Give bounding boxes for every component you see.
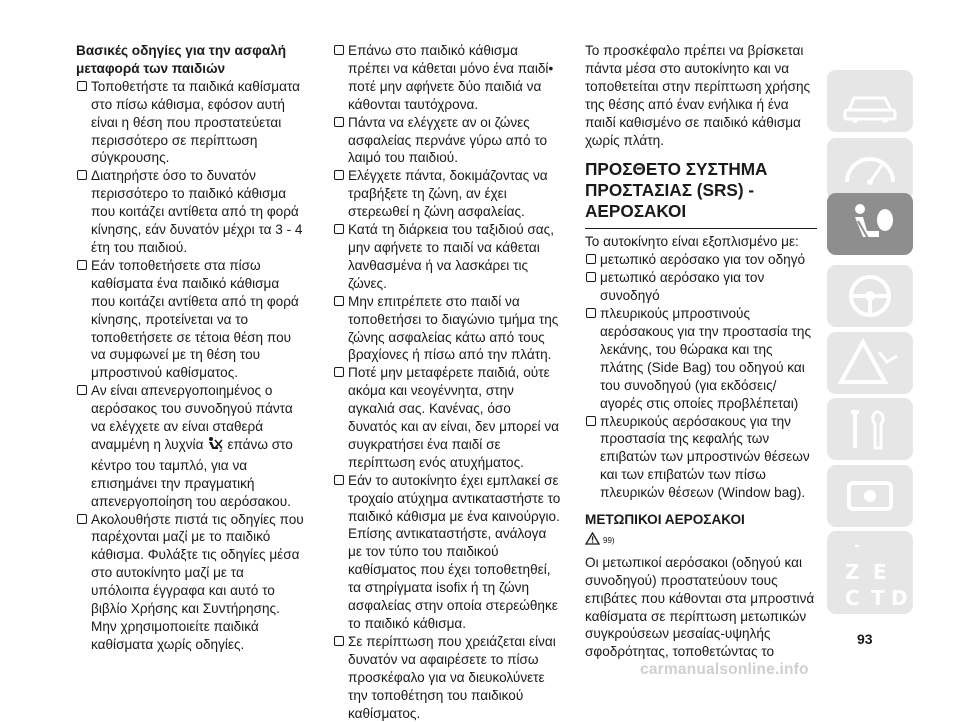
list-item: μετωπικό αερόσακο για τον συνοδηγό bbox=[585, 269, 817, 305]
list-item: πλευρικούς μπροστινούς αερόσακους για την προστασία της λεκάνης, του θώρακα και της πλάτης (Side Bag) του οδηγού και του συνοδηγού (για εκδόσεις/αγορές στις οποίες προβλέπεται) bbox=[585, 305, 817, 412]
list-item: Εάν το αυτοκίνητο έχει εμπλακεί σε τροχαίο ατύχημα αντικαταστήστε το παιδικό κάθισμα με ένα καινούργιο. Επίσης αντικαταστήστε, ανάλογα με τον τύπο του παιδικού καθίσματος που έχει τοποθετηθεί, τα στηρίγματα isofix ή τη ζώνη ασφαλείας στην οποία στερεώθηκε το παιδικό κάθισμα. bbox=[333, 472, 563, 633]
chapter-tab-maintenance[interactable] bbox=[827, 398, 913, 460]
column-2 bbox=[333, 42, 563, 722]
warning-reference-number: 99) bbox=[603, 535, 615, 545]
checkbox-bullet-icon bbox=[77, 260, 87, 270]
warning-triangle-crash-icon bbox=[827, 332, 913, 394]
chapter-tab-service[interactable] bbox=[827, 465, 913, 527]
checkbox-bullet-icon bbox=[334, 367, 344, 377]
checkbox-bullet-icon bbox=[77, 81, 87, 91]
svg-text:D: D bbox=[891, 586, 908, 610]
dashboard-gauge-icon bbox=[827, 138, 913, 200]
svg-text:Z: Z bbox=[845, 560, 860, 584]
checkbox-bullet-icon bbox=[77, 514, 87, 524]
paragraph: Το προσκέφαλο πρέπει να βρίσκεται πάντα μέσα στο αυτοκίνητο και να τοποθετείται στην περίπτωση χρήσης της θέσης από έναν ενήλικα ή ένα παιδί καθισμένο σε παιδικό κάθισμα χωρίς πλάτη. bbox=[585, 43, 811, 148]
column-1 bbox=[76, 42, 304, 654]
subsection-title-front-airbags: ΜΕΤΩΠΙΚΟΙ ΑΕΡΟΣΑΚΟΙ bbox=[585, 512, 745, 528]
list-item: Κατά τη διάρκεια του ταξιδιού σας, μην αφήνετε το παιδί να κάθεται λανθασμένα ή να λασκάρει τις ζώνες. bbox=[333, 221, 563, 293]
svg-text:C: C bbox=[845, 586, 860, 610]
column-3 bbox=[585, 42, 817, 661]
checkbox-bullet-icon bbox=[334, 170, 344, 180]
chapter-tab-starting-driving[interactable] bbox=[827, 265, 913, 327]
chapter-tab-dashboard[interactable] bbox=[827, 138, 913, 200]
svg-text:E: E bbox=[873, 560, 887, 584]
section-title-child-safety: Βασικές οδηγίες για την ασφαλή μεταφορά των παιδιών bbox=[76, 43, 287, 76]
service-settings-icon bbox=[827, 465, 913, 527]
list-item: Τοποθετήστε τα παιδικά καθίσματα στο πίσω κάθισμα, εφόσον αυτή είναι η θέση που προστατεύεται περισσότερο σε περίπτωση σύγκρουσης. bbox=[76, 78, 304, 168]
checkbox-bullet-icon bbox=[77, 385, 87, 395]
list-item: Ποτέ μην μεταφέρετε παιδιά, ούτε ακόμα και νεογέννητα, στην αγκαλιά σας. Κανένας, όσο δυνατός και αν είναι, δεν μπορεί να συγκρατήσει ένα παιδί σε περίπτωση ενός ατυχήματος. bbox=[333, 364, 563, 471]
chapter-tab-safety[interactable] bbox=[827, 193, 913, 255]
checkbox-bullet-icon bbox=[586, 254, 596, 264]
paragraph: Οι μετωπικοί αερόσακοι (οδηγού και συνοδηγού) προστατεύουν τους επιβάτες που κάθονται στα μπροστινά καθίσματα σε περίπτωση μετωπικών συγκρούσεων μεσαίας-υψηλής σφοδρότητας, τοποθετώντας το bbox=[585, 554, 815, 660]
checkbox-bullet-icon bbox=[334, 475, 344, 485]
watermark: carmanualsonline.info bbox=[640, 661, 809, 678]
checkbox-bullet-icon bbox=[334, 224, 344, 234]
seated-airbag-safety-icon bbox=[827, 193, 913, 255]
checkbox-bullet-icon bbox=[334, 117, 344, 127]
warning-reference bbox=[585, 532, 817, 550]
page-number: 93 bbox=[857, 631, 873, 647]
chapter-tab-emergency[interactable] bbox=[827, 332, 913, 394]
warning-triangle-icon bbox=[585, 532, 600, 550]
list-item: Ακολουθήστε πιστά τις οδηγίες που παρέχονται μαζί με το παιδικό κάθισμα. Φυλάξτε τις οδηγίες μέσα στο αυτοκίνητο μαζί με τα υπόλοιπα έγγραφα και αυτό το βιβλίο Χρήσης και Συντήρησης. Μην χρησιμοποιείτε παιδικά καθίσματα χωρίς οδηγίες. bbox=[76, 511, 304, 654]
steering-wheel-icon bbox=[827, 265, 913, 327]
section-title-srs-airbags: ΠΡΟΣΘΕΤΟ ΣΥΣΤΗΜΑ ΠΡΟΣΤΑΣΙΑΣ (SRS) - ΑΕΡΟΣΑΚΟΙ bbox=[585, 159, 817, 229]
chapter-tab-car-info[interactable] bbox=[827, 70, 913, 132]
checkbox-bullet-icon bbox=[586, 416, 596, 426]
paragraph: Το αυτοκίνητο είναι εξοπλισμένο με: bbox=[585, 234, 799, 250]
svg-text:T: T bbox=[871, 586, 885, 610]
list-item: Μην επιτρέπετε στο παιδί να τοποθετήσει το διαγώνιο τμήμα της ζώνης ασφαλείας κάτω από τους βραχίονες ή πίσω από την πλάτη. bbox=[333, 293, 563, 365]
list-item: Διατηρήστε όσο το δυνατόν περισσότερο το παιδικό κάθισμα που κοιτάζει αντίθετα από τη φορά κίνησης, εάν δυνατόν μέχρι τα 3 - 4 έτη του παιδιού. bbox=[76, 167, 304, 257]
airbag-off-warning-icon bbox=[206, 436, 224, 457]
chapter-tab-index[interactable] bbox=[827, 552, 913, 614]
checkbox-bullet-icon bbox=[334, 636, 344, 646]
checkbox-bullet-icon bbox=[586, 308, 596, 318]
list-item: Αν είναι απενεργοποιημένος ο αερόσακος του συνοδηγού πάντα να ελέγχετε αν είναι σταθερά αναμμένη η λυχνία 2 επάνω στο κέντρο του ταμπλό, για να επισημάνει την πραγματική απενεργοποίηση του αερόσακου. bbox=[76, 382, 304, 510]
checkbox-bullet-icon bbox=[77, 170, 87, 180]
list-item: Εάν τοποθετήσετε στα πίσω καθίσματα ένα παιδικό κάθισμα που κοιτάζει αντίθετα από τη φορά κίνησης, προτείνεται να το τοποθετήσετε σε τέτοια θέση που να συμφωνεί με τη θέση του μπροστινού καθίσματος. bbox=[76, 257, 304, 382]
checkbox-bullet-icon bbox=[334, 296, 344, 306]
list-item: Ελέγχετε πάντα, δοκιμάζοντας να τραβήξετε τη ζώνη, αν έχει στερεωθεί η ζώνη ασφαλείας. bbox=[333, 167, 563, 221]
list-item: Επάνω στο παιδικό κάθισμα πρέπει να κάθεται μόνο ένα παιδί• ποτέ μην αφήνετε δύο παιδιά να κάθονται ταυτόχρονα. bbox=[333, 42, 563, 114]
list-item: μετωπικό αερόσακο για τον οδηγό bbox=[585, 251, 817, 269]
tools-icon bbox=[827, 398, 913, 460]
list-item: Πάντα να ελέγχετε αν οι ζώνες ασφαλείας περνάνε γύρω από το λαιμό του παιδιού. bbox=[333, 114, 563, 168]
list-item: πλευρικούς αερόσακους για την προστασία της κεφαλής των επιβατών των μπροστινών θέσεων και των επιβατών των πίσω πλευρικών θέσεων (Window bag). bbox=[585, 413, 817, 503]
checkbox-bullet-icon bbox=[334, 45, 344, 55]
alphabetical-index-icon bbox=[827, 552, 913, 614]
car-info-icon bbox=[827, 70, 913, 132]
svg-text:2: 2 bbox=[219, 446, 224, 452]
checkbox-bullet-icon bbox=[586, 272, 596, 282]
list-item: Σε περίπτωση που χρειάζεται είναι δυνατόν να αφαιρέσετε το πίσω προσκέφαλο για να διευκολύνετε την τοποθέτηση του παιδικού καθίσματος. bbox=[333, 633, 563, 722]
